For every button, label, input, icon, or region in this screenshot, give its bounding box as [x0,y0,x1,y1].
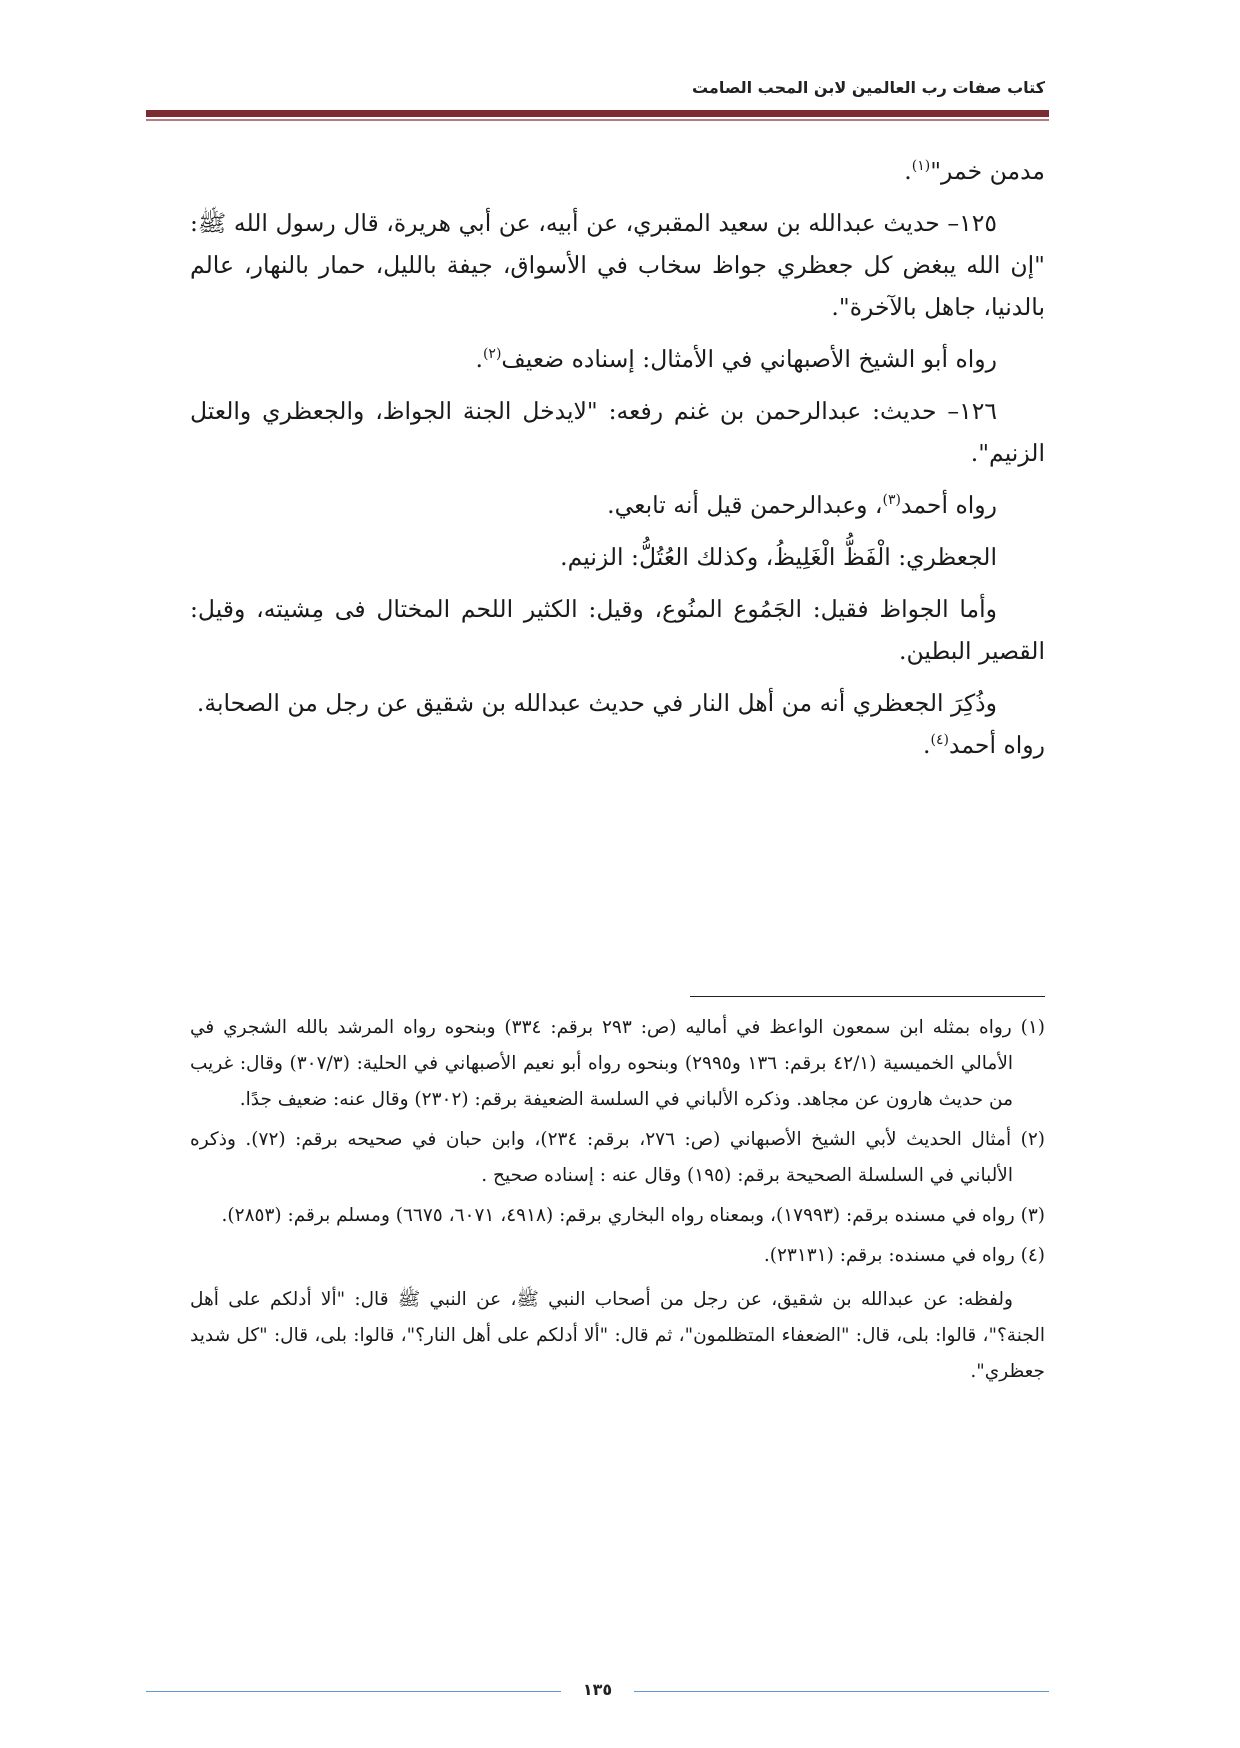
footnote-ref-2[interactable]: (٢) [482,346,502,363]
page-header-title: كتاب صفات رب العالمين لابن المحب الصامت [691,78,1045,97]
paragraph-5-text-b: ، وعبدالرحمن قيل أنه تابعي. [607,491,883,519]
paragraph-1 [190,150,1045,192]
paragraph-3-end: . [475,345,483,373]
header-rule-thin [146,119,1049,121]
paragraph-1-end: . [904,157,912,185]
paragraph-7: وأما الجواظ فقيل: الجَمُوع المنُوع، وقيل: الكثير اللحم المختال فى مِشيته، وقيل: القصير البطين. [190,595,1045,665]
paragraph-3 [190,338,1045,380]
paragraph-8: وذُكِرَ الجعظري أنه من أهل النار في حديث عبدالله بن شقيق عن رجل من الصحابة. [196,689,997,717]
paragraph-9-end: . [923,731,931,759]
footnotes [190,1010,1045,1390]
footnote-ref-1[interactable]: (١) [911,158,931,175]
paragraph-1-text: مدمن خمر" [930,157,1045,185]
paragraph-3-text: رواه أبو الشيخ الأصبهاني في الأمثال: إسناده ضعيف [501,345,997,373]
header-rule [146,110,1049,117]
paragraph-9 [190,724,1045,766]
main-text [190,150,1045,776]
hadith-126: ١٢٦– حديث: عبدالرحمن بن غنم رفعه: "لايدخل الجنة الجواظ، والجعظري والعتل الزنيم". [190,397,1045,467]
hadith-125: ١٢٥– حديث عبدالله بن سعيد المقبري، عن أبيه، عن أبي هريرة، قال رسول الله ﷺ: "إن الله يبغض كل جعظري جواظ سخاب في الأسواق، جيفة بالليل، حمار بالنهار، عالم بالدنيا، جاهل بالآخرة". [190,209,1045,321]
paragraph-6: الجعظري: الْفَظُّ الْغَلِيظُ، وكذلك العُتُلُّ: الزنيم. [560,543,997,571]
footnote-3: (٣) رواه في مسنده برقم: (١٧٩٩٣)، وبمعناه رواه البخاري برقم: (٤٩١٨، ٦٠٧١، ٦٦٧٥) ومسلم برقم: (٢٨٥٣). [221,1205,1045,1226]
paragraph-9-text: رواه أحمد [949,731,1045,759]
footnote-ref-3[interactable]: (٣) [882,492,901,509]
page-number: ١٣٥ [582,1680,613,1699]
footnote-ref-4[interactable]: (٤) [930,732,949,749]
footnote-separator [690,996,1045,997]
footnote-4: (٤) رواه في مسنده: برقم: (٢٣١٣١). [763,1245,1045,1266]
footnote-1: (١) رواه بمثله ابن سمعون الواعظ في أماليه (ص: ٢٩٣ برقم: ٣٣٤) وبنحوه رواه المرشد بالله الشجري في الأمالي الخميسية (٤٢/١ برقم: ١٣٦ و٢٩٩٥) وبنحوه رواه أبو نعيم الأصبهاني في الحلية: (٣٠٧/٣) وقال: غريب من حديث هارون عن مجاهد. وذكره الألباني في السلسة الضعيفة برقم: (٢٣٠٢) وقال عنه: ضعيف جدًا. [190,1017,1045,1110]
paragraph-5-text-a: رواه أحمد [901,491,997,519]
paragraph-5 [190,484,1045,526]
page-footer [146,1680,1049,1700]
footnote-4-continuation: ولفظه: عن عبدالله بن شقيق، عن رجل من أصحاب النبي ﷺ، عن النبي ﷺ قال: "ألا أدلكم على أهل الجنة؟"، قالوا: بلى، قال: "الضعفاء المتظلمون"، ثم قال: "ألا أدلكم على أهل النار؟"، قالوا: بلى، قال: "كل شديد جعظري". [190,1289,1045,1382]
footnote-2: (٢) أمثال الحديث لأبي الشيخ الأصبهاني (ص: ٢٧٦، برقم: ٢٣٤)، وابن حبان في صحيحه برقم: (٧٢). وذكره الألباني في السلسلة الصحيحة برقم: (١٩٥) وقال عنه : إسناده صحيح . [190,1129,1046,1186]
